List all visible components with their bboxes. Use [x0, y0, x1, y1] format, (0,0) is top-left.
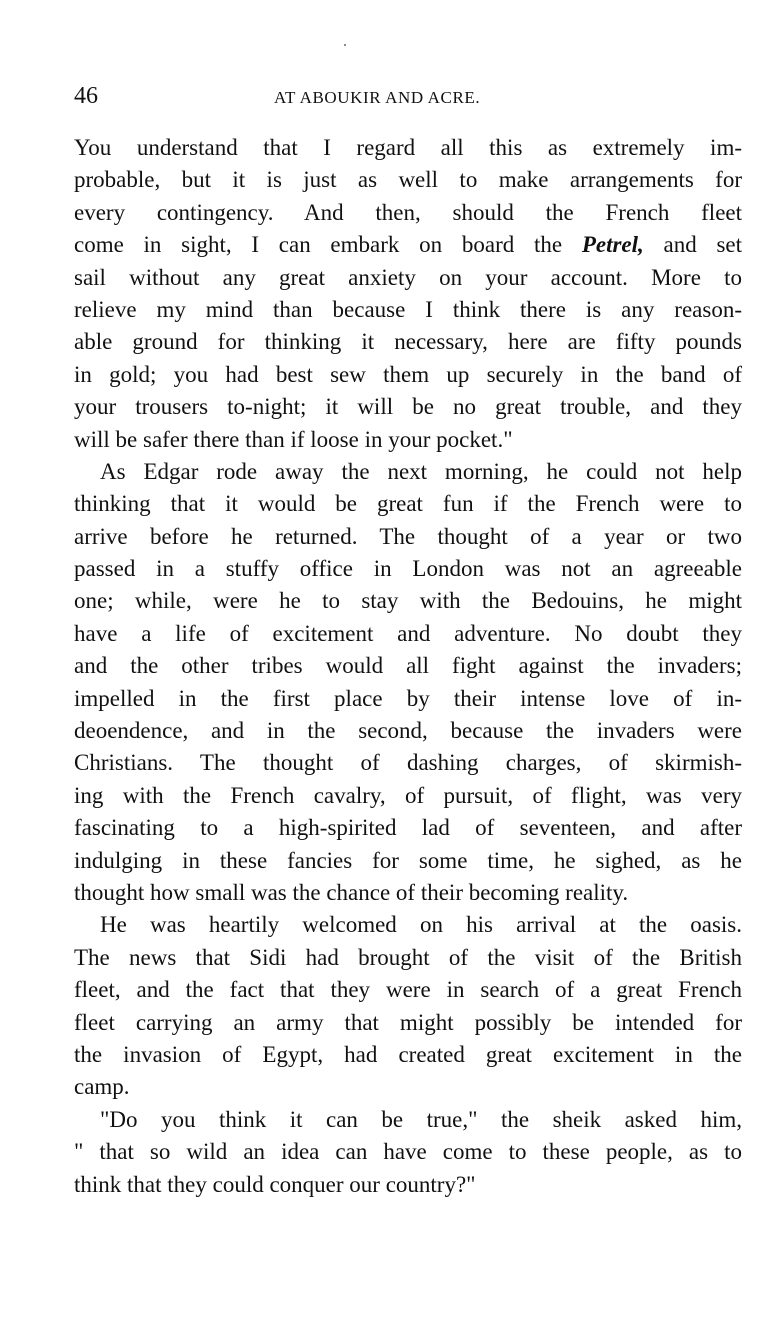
text-run: and set: [643, 232, 742, 258]
text-line: Christians. The thought of dashing charges, of skirmish-: [74, 750, 742, 776]
text-line: camp.: [74, 1074, 130, 1100]
book-page: [74, 0, 742, 1344]
print-speck: [344, 44, 346, 46]
text-line: thinking that it would be great fun if the French were to: [74, 491, 742, 517]
body-text: [74, 132, 742, 1201]
text-line: able ground for thinking it necessary, here are fifty pounds: [74, 329, 742, 355]
text-line: sail without any great anxiety on your account. More to: [74, 264, 742, 290]
text-line: fleet, and the fact that they were in search of a great French: [74, 977, 742, 1003]
text-line: the invasion of Egypt, had created great excitement in the: [74, 1041, 742, 1067]
text-line: "Do you think it can be true," the sheik asked him,: [100, 1106, 742, 1132]
text-line: every contingency. And then, should the French fleet: [74, 199, 742, 225]
ship-name-italic: Petrel,: [581, 232, 644, 258]
text-line: The news that Sidi had brought of the visit of the British: [74, 944, 742, 970]
text-line: in gold; you had best sew them up securely in the band of: [74, 361, 742, 387]
text-line: " that so wild an idea can have come to these people, as to: [74, 1139, 742, 1165]
text-line: He was heartily welcomed on his arrival at the oasis.: [100, 912, 742, 938]
text-line: one; while, were he to stay with the Bedouins, he might: [74, 588, 742, 614]
running-head: [74, 80, 742, 114]
text-line: think that they could conquer our country?": [74, 1171, 476, 1197]
text-line: will be safer there than if loose in your pocket.": [74, 426, 513, 452]
text-line: relieve my mind than because I think there is any reason-: [74, 296, 742, 322]
text-line: your trousers to-night; it will be no great trouble, and they: [74, 394, 742, 420]
text-line: passed in a stuffy office in London was not an agreeable: [74, 556, 742, 582]
text-line: arrive before he returned. The thought of a year or two: [74, 523, 742, 549]
text-line: thought how small was the chance of their becoming reality.: [74, 879, 629, 905]
page-number: 46: [74, 83, 98, 109]
text-line: You understand that I regard all this as extremely im-: [74, 135, 742, 160]
text-line: fleet carrying an army that might possibly be intended for: [74, 1009, 742, 1035]
paragraph: [74, 909, 742, 1103]
text-line: As Edgar rode away the next morning, he could not help: [100, 458, 742, 484]
text-line: [74, 229, 742, 261]
paragraph: [74, 456, 742, 909]
text-line: have a life of excitement and adventure. No doubt they: [74, 620, 742, 646]
text-run: come in sight, I can embark on board the: [74, 232, 582, 258]
paragraph: [74, 132, 742, 456]
paragraph: [74, 1104, 742, 1201]
text-line: impelled in the first place by their intense love of in-: [74, 685, 742, 711]
text-line: deoendence, and in the second, because the invaders were: [74, 718, 742, 744]
text-line: indulging in these fancies for some time, he sighed, as he: [74, 847, 742, 873]
running-title: AT ABOUKIR AND ACRE.: [274, 88, 481, 107]
text-line: and the other tribes would all fight against the invaders;: [74, 653, 742, 679]
text-line: ing with the French cavalry, of pursuit, of flight, was very: [74, 782, 742, 808]
text-line: fascinating to a high-spirited lad of seventeen, and after: [74, 815, 742, 841]
text-line: probable, but it is just as well to make arrangements for: [74, 167, 742, 193]
